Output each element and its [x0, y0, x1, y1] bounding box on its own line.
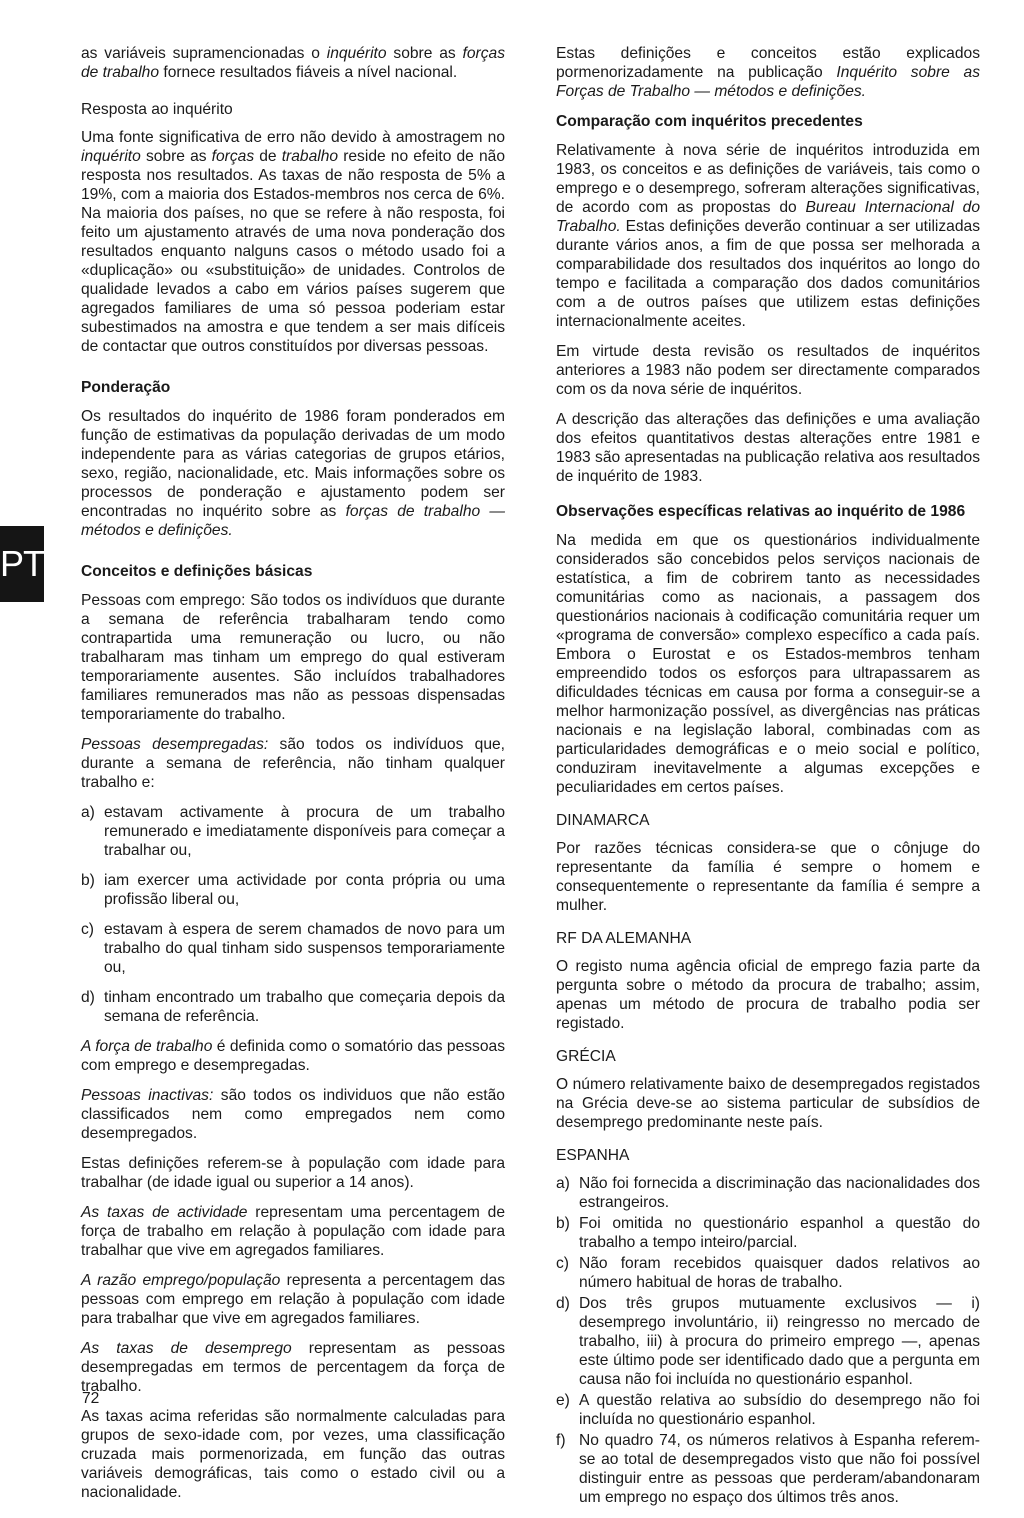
list-item: [556, 1431, 980, 1507]
text-run: fornece resultados fiáveis a nível nacional.: [159, 64, 458, 81]
forca-paragraph: [81, 1037, 505, 1075]
actividade-paragraph: [81, 1203, 505, 1260]
ponderacao-paragraph: [81, 407, 505, 540]
country-heading-dinamarca: DINAMARCA: [556, 812, 650, 829]
grecia-paragraph: O número relativamente baixo de desempregados registados na Grécia deve-se ao sistema particular de subsídios de desemprego predominante neste país.: [556, 1076, 980, 1131]
list-text: No quadro 74, os números relativos à Espanha referem-se ao total de desempregados visto que não foi possível distinguir entre as pessoas que perderam/abandonaram um emprego no espaço dos últimos três anos.: [579, 1432, 980, 1506]
list-label: a): [81, 804, 95, 821]
list-item: [81, 871, 505, 909]
italic-term: A força de trabalho: [81, 1038, 213, 1055]
text-run: Estas definições deverão continuar a ser utilizadas durante vários anos, a fim de que possa ser melhorada a comparabilidade dos resultados dos inquéritos ao longo do tempo e facilitada a comparação dos dados comunitários com a de outros países que utilizem estas definições internacionalmente aceites.: [556, 218, 980, 330]
emprego-paragraph: Pessoas com emprego: São todos os indivíduos que durante a semana de referência trabalharam tendo como contrapartida uma remuneração ou lucro, ou não trabalharam mas tinham um emprego do qual estiveram temporariamente ausentes. São incluídos trabalhadores familiares remunerados mas não as pessoas dispensadas temporariamente do trabalho.: [81, 592, 505, 723]
text-run: representam uma percentagem de força de trabalho em relação à população com idade para trabalhar que vive em agregados familiares.: [81, 1204, 505, 1259]
descricao-paragraph: A descrição das alterações das definições e uma avaliação dos efeitos quantitativos destas alterações entre 1981 e 1983 são apresentadas na publicação relativa aos resultados de inquérito de 1983.: [556, 411, 980, 485]
text-run: sobre as: [386, 45, 463, 62]
italic-term: forças: [211, 148, 255, 165]
list-item: [556, 1254, 980, 1292]
list-label: b): [81, 872, 95, 889]
list-label: d): [556, 1295, 570, 1312]
list-item: [556, 1214, 980, 1252]
italic-term: Pessoas desempregadas:: [81, 736, 269, 753]
list-item: [81, 803, 505, 860]
list-label: e): [556, 1392, 570, 1409]
italic-term: inquérito: [81, 148, 141, 165]
list-item: [556, 1294, 980, 1389]
alemanha-paragraph: O registo numa agência oficial de emprego fazia parte da pergunta sobre o método da procura de trabalho; assim, apenas um método de procura de trabalho podia ser registado.: [556, 958, 980, 1032]
list-text: tinham encontrado um trabalho que começaria depois da semana de referência.: [104, 989, 505, 1025]
text-run: as variáveis supramencionadas o: [81, 45, 327, 62]
italic-term: forças de trabalho — métodos e definições.: [81, 503, 505, 539]
text-run: reside no efeito de não resposta nos resultados. As taxas de não resposta de 5% a 19%, com a maioria dos Estados-membros nos cerca de 6%. Na maioria dos países, no que se refere à não resposta, foi feito um ajustamento através de uma nova ponderação dos resultados enquanto nalguns casos o método usado foi a «duplicação» ou «substituição» de unidades. Controlos de qualidade levados a cabo em vários países sugerem que agregados familiares de uma só pessoa poderiam estar subestimados na amostra e que tendem a ser mais difíceis de contactar que outros constituídos por diversas pessoas.: [81, 148, 505, 355]
section-heading-comparacao: Comparação com inquéritos precedentes: [556, 113, 863, 130]
list-item: [81, 988, 505, 1026]
section-heading-ponderacao: Ponderação: [81, 379, 171, 396]
italic-term: As taxas de desemprego: [81, 1340, 292, 1357]
list-item: [81, 920, 505, 977]
right-column: [556, 44, 980, 1518]
italic-term: forças de trabalho: [81, 45, 506, 81]
text-run: são todos os indivíduos que, durante a semana de referência, não tinham qualquer trabalho e:: [81, 736, 505, 791]
italic-term: A razão emprego/população: [81, 1272, 281, 1289]
list-label: c): [556, 1255, 569, 1272]
taxas-paragraph: As taxas acima referidas são normalmente calculadas para grupos de sexo-idade com, por vezes, uma classificação cruzada mais pormenorizada, em função das outras variáveis demográficas, tais como o estado civil ou a nacionalidade.: [81, 1408, 505, 1501]
list-item: [556, 1391, 980, 1429]
idade-paragraph: Estas definições referem-se à população com idade para trabalhar (de idade igual ou superior a 14 anos).: [81, 1155, 505, 1191]
list-text: Foi omitida no questionário espanhol a questão do trabalho a tempo inteiro/parcial.: [579, 1215, 980, 1251]
list-label: a): [556, 1175, 570, 1192]
inactivas-paragraph: [81, 1086, 505, 1143]
comparacao-paragraph: [556, 141, 980, 331]
text-run: são todos os individuos que não estão classificados nem como empregados nem como desempregados.: [81, 1087, 505, 1142]
list-label: f): [556, 1432, 566, 1449]
list-label: b): [556, 1215, 570, 1232]
italic-term: As taxas de actividade: [81, 1204, 248, 1221]
razao-paragraph: [81, 1271, 505, 1328]
list-label: d): [81, 989, 95, 1006]
desempregadas-paragraph: [81, 735, 505, 792]
country-heading-grecia: GRÉCIA: [556, 1048, 616, 1065]
section-heading-resposta: Resposta ao inquérito: [81, 101, 233, 118]
observacoes-paragraph: Na medida em que os questionários individualmente considerados são concebidos pelos serviços nacionais de estatística, a fim de cobrirem tanto as necessidades comunitárias como as nacionais, a passagem dos questionários nacionais à codificação comunitária requer um «programa de conversão» complexo específico a cada país. Embora o Eurostat e os Estados-membros tenham empreendido todos os esforços para ultrapassarem as dificuldades técnicas em causa por forma a conseguir-se a melhor harmonização possível, as divergências nas práticas nacionais e na legislação laboral, combinadas com as particularidades demográficas e o meio social e político, conduziram inevitavelmente a algumas excepções e peculiaridades em certos países.: [556, 532, 980, 796]
virtude-paragraph: Em virtude desta revisão os resultados de inquéritos anteriores a 1983 não podem ser directamente comparados com os da nova série de inquéritos.: [556, 343, 980, 398]
resposta-paragraph: [81, 128, 505, 356]
italic-term: Pessoas inactivas:: [81, 1087, 214, 1104]
page-number: 72: [82, 1390, 100, 1407]
list-text: iam exercer uma actividade por conta própria ou uma profissão liberal ou,: [104, 872, 505, 908]
italic-term: inquérito: [326, 45, 387, 62]
left-column: [81, 44, 505, 1513]
desemprego-paragraph: [81, 1339, 505, 1396]
list-text: Dos três grupos mutuamente exclusivos — i) desemprego involuntário, ii) reingresso no mercado de trabalho, iii) à procura do primeiro emprego —, apenas este último pode ser identificado dado que a pergunta em causa não foi incluída no questionário espanhol.: [579, 1295, 980, 1388]
dinamarca-paragraph: Por razões técnicas considera-se que o cônjuge do representante da família é sempre o homem e consequentemente o representante da família é sempre a mulher.: [556, 840, 980, 914]
list-text: Não foi fornecida a discriminação das nacionalidades dos estrangeiros.: [579, 1175, 980, 1211]
italic-term: Inquérito sobre as Forças de Trabalho — métodos e definições.: [556, 64, 980, 100]
language-tab: PT: [0, 526, 44, 602]
text-run: representa a percentagem das pessoas com emprego em relação à população com idade para trabalhar que vive em agregados familiares.: [81, 1272, 505, 1327]
list-text: estavam à espera de serem chamados de novo para um trabalho do qual tinham sido suspensos temporariamente ou,: [104, 921, 505, 976]
intro-paragraph: [81, 44, 505, 82]
list-text: estavam activamente à procura de um trabalho remunerado e imediatamente disponíveis para começar a trabalhar ou,: [104, 804, 505, 859]
list-label: c): [81, 921, 94, 938]
section-heading-observacoes: Observações específicas relativas ao inquérito de 1986: [556, 503, 966, 520]
list-text: A questão relativa ao subsídio do desemprego não foi incluída no questionário espanhol.: [579, 1392, 980, 1428]
text-run: de: [254, 148, 282, 165]
italic-term: trabalho: [281, 148, 339, 165]
text-run: Uma fonte significativa de erro não devido à amostragem no: [81, 129, 505, 146]
text-run: Estas definições e conceitos estão explicados pormenorizadamente na publicação: [556, 45, 980, 81]
text-run: Os resultados do inquérito de 1986 foram ponderados em função de estimativas da população derivadas de um modo independente para as várias categorias de grupos etários, sexo, região, nacionalidade, etc. Mais informações sobre os processos de ponderação e ajustamento podem ser encontradas no inquérito sobre as: [81, 408, 505, 520]
espanha-list: [556, 1174, 980, 1507]
list-item: [556, 1174, 980, 1212]
italic-term: Bureau Internacional do Trabalho.: [556, 199, 980, 235]
desempregadas-list: [81, 803, 505, 1026]
right-intro-paragraph: [556, 44, 980, 101]
text-run: representam as pessoas desempregadas em termos de percentagem da força de trabalho.: [81, 1340, 505, 1395]
text-run: sobre as: [140, 148, 212, 165]
country-heading-alemanha: RF DA ALEMANHA: [556, 930, 692, 947]
text-run: Relativamente à nova série de inquéritos introduzida em 1983, os conceitos e as definições de variáveis, tais como o emprego e o desemprego, sofreram alterações significativas, de acordo com as propostas do: [556, 142, 980, 216]
list-text: Não foram recebidos quaisquer dados relativos ao número habitual de horas de trabalho.: [579, 1255, 980, 1291]
text-run: é definida como o somatório das pessoas com emprego e desempregadas.: [81, 1038, 505, 1074]
section-heading-conceitos: Conceitos e definições básicas: [81, 563, 313, 580]
country-heading-espanha: ESPANHA: [556, 1147, 630, 1164]
